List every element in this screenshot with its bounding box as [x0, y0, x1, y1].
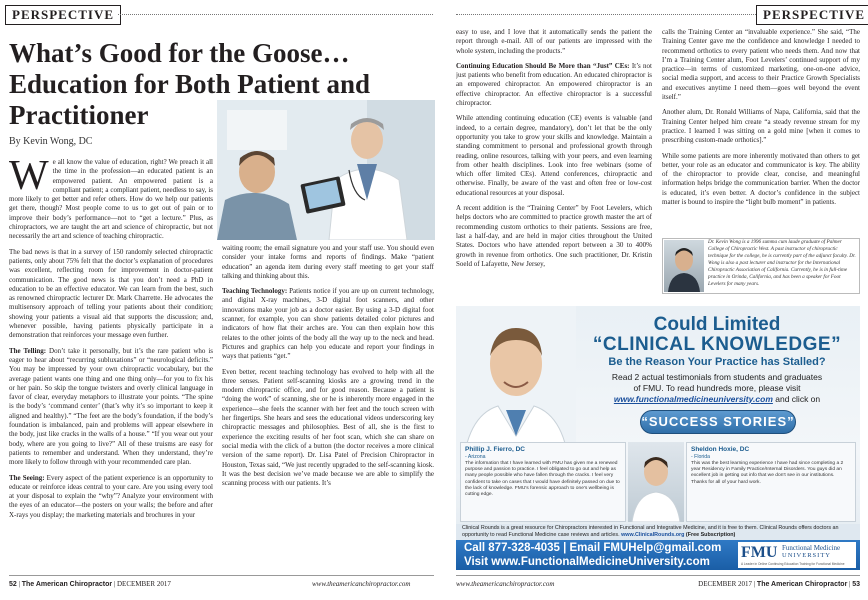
fmu-advertisement[interactable] [456, 306, 860, 570]
paragraph-seeing: The Seeing: Every aspect of the patient experience is an opportunity to educate or reinforce ideas central to your care. Are you using every tool at your disposal to explain the “why”? Analyze your environment with the eyes of an educator—the posters on your walls; the before and after X-rays you display; the marketing materials and brochures in your [9, 473, 213, 519]
ad-link-line [574, 394, 860, 404]
section-tag-right: PERSPECTIVE [756, 5, 868, 25]
footer-url-left[interactable]: www.theamericanchiropractor.com [312, 580, 411, 588]
publication-left: The American Chiropractor [21, 581, 113, 588]
paragraph-kiosks: Even better, recent teaching technology has evolved to help with all the three senses. Patient self-scanning kiosks are a growing trend in the modern chiropractic office, and for good reason. Because a patient is “doing the work” of scanning, she or he is inherently more engaged in the experience—she feels the scanner with her feet and the touch screen with her fingertips. She hears and sees the educational videos underscoring key chiropractic messages and philosophies. Best of all, she is the first to experience the exciting results of her foot scan, which she can share on social media with the click of a button (the doctor receives a more clinical version of the same report). Dr. Lisa Patel of Precision Chiropractor in Houston, Texas said, “We just recently upgraded to the self-scanning kiosk. It was the best decision we’ve made because we are able to simplify the scanning process with our patients. It’s [222, 367, 434, 488]
paragraph-alum-quote: calls the Training Center an “invaluable experience.” She said, “The Training Center gave me the confidence and knowledge I needed to recommend orthotics to every patient who needs them. And now that I’m a Training Center alum, Foot Levelers’ continued support of my practice—in terms of customized marketing, one-on-one advice, social media support, and access to their Practice Growth Specialists and executives anytime I need them—goes well beyond the event itself.” [662, 28, 860, 102]
paragraph-ce-events: While attending continuing education (CE) events is valuable (and indeed, to a certain degree, mandatory), don’t let that be the only opportunity you take to grow your skills and knowledge. Maintain a standing commitment to personal and professional growth through reading, online resources, talking with your peers, and even learning from other health disciplines. Look into free webinars (some of which offer limited CEs). Attend conferences, chiropractic and otherwise. Finally, be aware of the vast and often free or low-cost educational resources at your disposal. [456, 114, 652, 197]
testimonial-2 [686, 442, 856, 522]
header-rule-right [456, 14, 756, 15]
page-number-right: 53 [852, 581, 860, 588]
date-left: DECEMBER 2017 [116, 580, 171, 588]
header-rule-left [118, 14, 433, 15]
fmu-logo-tagline: A Leader in Online Continuing Education Training for Functional Medicine [741, 562, 845, 566]
ad-body-2: of FMU. To read hundreds more, please visit [633, 383, 801, 393]
clinical-rounds-link[interactable]: www.ClinicalRounds.org [621, 532, 685, 538]
testimonial-1-location: - Arizona [465, 454, 486, 460]
paragraph-survey: The bad news is that in a survey of 150 randomly selected chiropractic patients, only about 75% felt that the doctor’s explanation of procedures was excellent, reflecting room for improvement in doctor-patient communication. The good news is that you don’t need a PhD in education to be an effective educator. We can learn from the best, such as renowned chiropractic lecturer Dr. Mark Charrette. He advocates the multisensory approach of telling your patients about their condition; showing your patients a visual aid that supports the discussion; and, whenever possible, having patients physically participate in a demonstration that reinforces your message even further. [9, 247, 213, 340]
right-column-1 [456, 28, 652, 308]
testimonial-2-name: Sheldon Hoxie, DC [691, 446, 750, 453]
ad-call-line[interactable]: Call 877-328-4035 | Email FMUHelp@gmail.com [464, 542, 722, 554]
right-column-2 [662, 28, 860, 234]
footer-rule-right [456, 575, 860, 576]
article-title: What’s Good for the Goose… Education for Both Patient and Practitioner [9, 38, 371, 130]
paragraph-training-center: A recent addition is the “Training Center” by Foot Levelers, which helps doctors who are committed to practice growth master the art of recommending custom orthotics to their patients. Sessions are free, last a half-day, and are held in major cities throughout the United States. Doctors who have attended report between a 30 to 400% growth in revenue from orthotics. One such practitioner, Dr. Kristin Soeld of Lafayette, New Jersey, [456, 204, 652, 268]
author-bio: Dr. Kevin Wong is a 1996 summa cum laude graduate of Palmer College of Chiropractic West. A past instructor of chiropractic technique for the college, he is currently part of the adjunct faculty. Dr. Wong is also a past lecturer and instructor for the International Chiropractic Association of California. Currently, he is in full-time practice in Orinda, California, and has been a speaker for Foot Levelers for many years. [662, 238, 860, 294]
ad-headline-1: Could Limited [653, 314, 781, 335]
testimonial-1-name: Phillip J. Fierro, DC [465, 446, 525, 453]
clinical-rounds-suffix: (Free Subscription) [685, 532, 736, 538]
ad-contact-bar [456, 540, 860, 570]
author-headshot [664, 240, 704, 292]
left-column-2 [222, 244, 434, 570]
footer-url-right[interactable]: www.theamericanchiropractor.com [456, 580, 555, 588]
paragraph-conclusion: While some patients are more inherently motivated than others to get better, your role as an educator and communicator is key. The ability of the chiropractor to provide clear, concise, and meaningful information helps bridge the communication barrier. When the doctor is educated, it’s even better. A doctor’s confidence in the subject matter is bound to inspire the “light bulb moment” in patients. [662, 151, 860, 207]
fmu-logo-line2: UNIVERSITY [782, 552, 831, 559]
paragraph-another-alum: Another alum, Dr. Ronald Williams of Napa, California, said that the Training Center helped him create “a steady revenue stream for my practice. I learned I was sitting on a gold mine [when it comes to prescribing custom-made orthotics].” [662, 108, 860, 145]
success-stories-button[interactable]: “SUCCESS STORIES” [640, 410, 796, 434]
paragraph-intro: We all know the value of education, right? We preach it all the time in the profession—an educated patient is an empowered patient. An empowered patient is a compliant patient; a compliant patient, needless to say, is more likely to get better and refer others. How do we help our patients get there, though? Most people come to us to get out of pain or to improve their body’s performance—not to “get a lecture.” Plus, as chiropractors, we are taught the art and science of chiropractic, but not necessarily the art and science of teaching chiropractic. [9, 158, 213, 241]
paragraph-telling: The Telling: Don’t take it personally, but it’s the rare patient who is eager to hear about “recurring subluxations” or “neurological deficits.” You may be impressed by your own chiropractic vocabulary, but the average patient wants one thing and one thing only—for you to fix his or her pain. So skip the tongue twisters and overly clinical language in favor of clear, everyday metaphors to illustrate your points. “The spine is the body’s ‘command center’ (that’s why it’s so important to keep it aligned and healthy).” “The feet are the body’s foundation, if the body’s foundation is imbalanced, pain and problems will appear elsewhere in the body, just like cracks in the walls of a house.” “If you wear out your body, where are you going to live?” All of these truisms are easy for patients to remember and understand. When they understand, they’re more likely to follow through with your recommended care plan. [9, 346, 213, 467]
paragraph-waiting-room: waiting room; the email signature you and your staff use. You should even consider your intake forms and reports of findings. Make “patient education” an agenda item during every staff meeting to get your staff talking and thinking about this. [222, 244, 434, 280]
byline: By Kevin Wong, DC [9, 136, 93, 147]
ad-headline-3: Be the Reason Your Practice has Stalled? [608, 356, 826, 368]
publication-right: The American Chiropractor [756, 581, 848, 588]
paragraph-technology: Teaching Technology: Patients notice if you are up on current technology, and digital X-ray machines, 3-D digital foot scanners, and other innovations make your job as a doctor easier. By using a 3-D digital foot scanner, for example, you can show patients detailed color pictures and indicators of how flat their arches are. You can then explain how this relates to the other joints of the body all the way up to the neck and head. Pictures and graphics can help you educate and report your findings in ways that patients “get.” [222, 287, 434, 361]
footer-right: DECEMBER 2017 | The American Chiropractor | 53 [698, 580, 860, 588]
fmu-logo-abbr: FMU [741, 544, 778, 561]
testimonial-2-text: This was the best learning experience I have had since completing a 2 year Residency in Family Practice/Internal Disorders. You guys did an excellent job in getting out info that we don't see in our institutions. Thanks for all of your hard work. [691, 461, 844, 485]
testimonial-center-photo [628, 442, 684, 522]
paragraph-kiosk-quote: easy to use, and I love that it automatically sends the patient the report through e-mail. All of our patients are impressed with the whole system, including the products.” [456, 28, 652, 55]
testimonial-1-text: The information that I have learned with FMU has given me a renewed purpose and passion to practice. I feel obligated to go out and help as many people possible who have fallen through the cracks. I feel very confident to take on cases that I would have definitely passed on due to the lack of knowledge. FMU's forensic approach to one's wellbeing is cutting edge. [465, 461, 620, 498]
photo-illustration [217, 100, 435, 240]
ad-body-1: Read 2 actual testimonials from students and graduates [611, 372, 823, 382]
ad-website-link[interactable]: www.functionalmedicineuniversity.com [613, 394, 773, 404]
footer-left: 52 | The American Chiropractor | DECEMBER 2017 [9, 580, 171, 588]
clinical-rounds-blurb: Clinical Rounds is a great resource for Chiropractors interested in Functional and Integrative Medicine, and it is free to them. Clinical Rounds offers doctors an opportunity to read Functional Medicine case reviews and articles. www.ClinicalRounds.org (Free Subscription) [456, 524, 860, 540]
date-right: DECEMBER 2017 [698, 580, 753, 588]
ad-headline-2: “CLINICAL KNOWLEDGE” [592, 334, 842, 355]
testimonial-1 [460, 442, 626, 522]
doctor-patient-photo [217, 100, 435, 240]
paragraph-ce: Continuing Education Should Be More than “Just” CEs: It’s not just patients who benefit from education. An educated chiropractor is an empowered chiropractor. An empowered chiropractor is an effective chiropractor. An effective chiropractor is a successful chiropractor. [456, 61, 652, 108]
section-tag-left: PERSPECTIVE [5, 5, 121, 25]
ad-link-suffix: and click on [775, 394, 821, 404]
page-number-left: 52 [9, 581, 17, 588]
drop-cap: W [9, 158, 49, 199]
footer-rule-left [9, 575, 434, 576]
fmu-logo-line1: Functional Medicine [782, 544, 841, 552]
testimonial-2-location: - Florida [691, 454, 711, 460]
fmu-logo [738, 542, 856, 568]
left-column-1 [9, 158, 213, 570]
ad-visit-line[interactable]: Visit www.FunctionalMedicineUniversity.com [464, 556, 710, 568]
